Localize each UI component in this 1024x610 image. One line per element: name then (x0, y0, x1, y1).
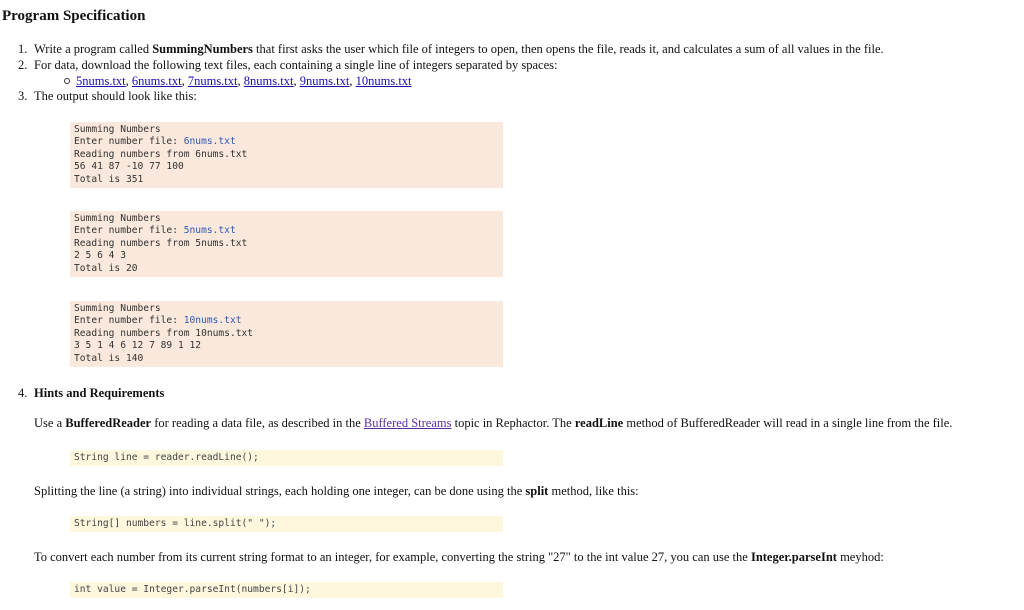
page-title: Program Specification (2, 8, 146, 24)
console-output-1 (70, 122, 503, 188)
code-snippet-parseint: int value = Integer.parseInt(numbers[i]); (70, 582, 503, 598)
console-line: 3 5 1 4 6 12 7 89 1 12 (74, 340, 202, 352)
bullet-icon (64, 78, 70, 84)
hints-heading: Hints and Requirements (34, 386, 165, 400)
readline-term: readLine (574, 416, 624, 430)
file-links-list: 5nums.txt, 6nums.txt, 7nums.txt, 8nums.txt, 9nums.txt, 10nums.txt (64, 74, 412, 89)
console-input: 10nums.txt (183, 315, 242, 327)
list-number: 1. (18, 42, 28, 56)
list-number: 3. (18, 89, 28, 103)
console-line: 2 5 6 4 3 (74, 250, 126, 262)
console-input: 6nums.txt (183, 136, 236, 148)
console-line: Summing Numbers (74, 213, 161, 224)
split-term: split (525, 484, 549, 498)
list-item-4 (18, 386, 164, 401)
parseint-term: Integer.parseInt (750, 550, 837, 564)
console-line: Enter number file: 5nums.txt (74, 225, 236, 237)
hint-paragraph-2: Splitting the line (a string) into individual strings, each holding one integer, can be done using the split method, like this: (34, 484, 639, 498)
item1-text-pre: Write a program called (34, 42, 153, 56)
list-item-3 (18, 89, 197, 104)
console-line: Summing Numbers (74, 303, 161, 314)
item2-text: For data, download the following text files, each containing a single line of integers separated by spaces: (34, 58, 558, 72)
buffered-reader-term: BufferedReader (65, 416, 152, 430)
list-item-1 (18, 42, 884, 57)
file-link-5nums[interactable]: 5nums.txt (76, 74, 126, 88)
code-snippet-split: String[] numbers = line.split(" "); (70, 516, 503, 532)
code-snippet-readline: String line = reader.readLine(); (70, 450, 503, 466)
console-line: Reading numbers from 5nums.txt (74, 237, 248, 249)
console-line: Summing Numbers (74, 124, 161, 135)
console-line: Enter number file: 10nums.txt (74, 315, 242, 327)
list-item-2 (18, 58, 557, 73)
file-link-6nums[interactable]: 6nums.txt (131, 74, 182, 88)
console-line: Enter number file: 6nums.txt (74, 136, 236, 148)
console-line: Total is 351 (74, 173, 144, 185)
file-link-9nums[interactable]: 9nums.txt (299, 74, 350, 88)
console-line: Total is 20 (74, 262, 138, 274)
file-link-10nums[interactable]: 10nums.txt (355, 74, 412, 88)
console-output-2 (70, 211, 503, 277)
hint-paragraph-1: Use a BufferedReader for reading a data file, as described in the Buffered Streams topic in Rephactor. The readLine method of BufferedReader will read in a single line from the file. (34, 416, 953, 430)
console-line: Reading numbers from 10nums.txt (74, 327, 254, 339)
program-name: SummingNumbers (152, 42, 253, 56)
item1-text-post: that first asks the user which file of integers to open, then opens the file, reads it, and calculates a sum of all values in the file. (252, 42, 884, 56)
buffered-streams-link[interactable]: Buffered Streams (363, 416, 452, 430)
file-link-7nums[interactable]: 7nums.txt (187, 74, 238, 88)
console-line: 56 41 87 -10 77 100 (74, 161, 184, 173)
console-input: 5nums.txt (183, 225, 236, 237)
hint-paragraph-3: To convert each number from its current string format to an integer, for example, converting the string "27" to the int value 27, you can use the Integer.parseInt meyhod: (34, 550, 884, 564)
item3-text: The output should look like this: (34, 89, 197, 103)
list-number: 2. (18, 58, 28, 72)
console-line: Reading numbers from 6nums.txt (74, 148, 248, 160)
console-output-3 (70, 301, 503, 367)
file-link-8nums[interactable]: 8nums.txt (243, 74, 294, 88)
console-line: Total is 140 (74, 352, 144, 364)
list-number: 4. (18, 386, 28, 400)
